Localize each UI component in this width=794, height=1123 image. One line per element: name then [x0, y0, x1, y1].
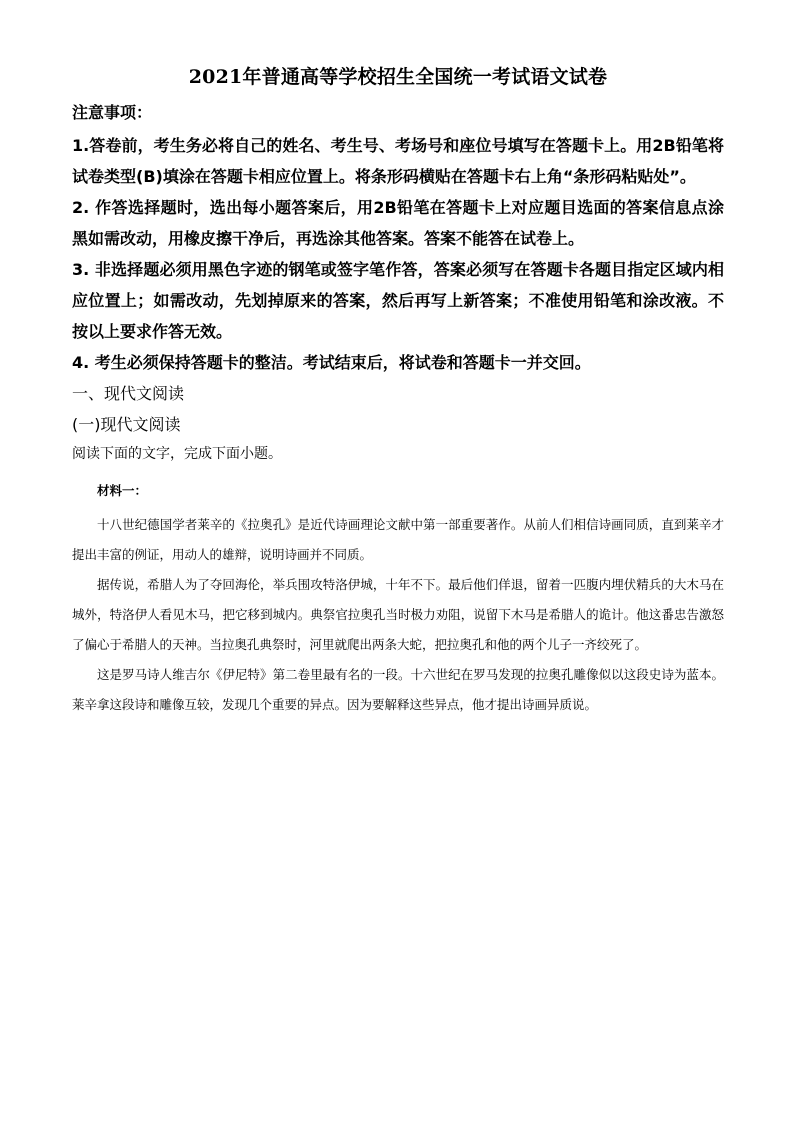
material-label: 材料一：	[97, 483, 148, 498]
reading-instruction: 阅读下面的文字，完成下面小题。	[72, 446, 282, 462]
notice-item-3: 3. 非选择题必须用黑色字迹的钢笔或签字笔作答，答案必须写在答题卡各题目指定区域内相应位置上；如需改动，先划掉原来的答案，然后再写上新答案；不准使用铅笔和涂改液。不按以上要求作答无效。	[72, 260, 724, 341]
notice-item-4: 4. 考生必须保持答题卡的整洁。考试结束后，将试卷和答题卡一并交回。	[72, 353, 591, 372]
exam-page	[72, 62, 724, 720]
material-paragraph-3: 这是罗马诗人维吉尔《伊尼特》第二卷里最有名的一段。十六世纪在罗马发现的拉奥孔雕像似以这段史诗为蓝本。莱辛拿这段诗和雕像互较，发现几个重要的异点。因为要解释这些异点，他才提出诗画异质说。	[72, 667, 724, 712]
notice-item-2: 2. 作答选择题时，选出每小题答案后，用2B铅笔在答题卡上对应题目选面的答案信息点涂黑如需改动，用橡皮擦干净后，再选涂其他答案。答案不能答在试卷上。	[72, 198, 724, 248]
material-paragraph-2: 据传说，希腊人为了夺回海伦，举兵围攻特洛伊城，十年不下。最后他们佯退，留着一匹腹内埋伏精兵的大木马在城外，特洛伊人看见木马，把它移到城内。典祭官拉奥孔当时极力劝阻，说留下木马是希腊人的诡计。他这番忠告激怒了偏心于希腊人的天神。当拉奥孔典祭时，河里就爬出两条大蛇，把拉奥孔和他的两个儿子一齐绞死了。	[72, 577, 724, 652]
notice-item-1: 1.答卷前，考生务必将自己的姓名、考生号、考场号和座位号填写在答题卡上。用2B铅笔将试卷类型(B)填涂在答题卡相应位置上。将条形码横贴在答题卡右上角“条形码粘贴处”。	[72, 136, 724, 186]
section-heading: 一、现代文阅读	[72, 384, 185, 403]
exam-title: 2021年普通高等学校招生全国统一考试语文试卷	[188, 66, 608, 88]
notice-heading: 注意事项：	[72, 103, 153, 122]
subsection-heading: (一)现代文阅读	[72, 415, 181, 434]
material-paragraph-1: 十八世纪德国学者莱辛的《拉奥孔》是近代诗画理论文献中第一部重要著作。从前人们相信诗画同质，直到莱辛才提出丰富的例证，用动人的雄辩，说明诗画并不同质。	[72, 517, 724, 562]
